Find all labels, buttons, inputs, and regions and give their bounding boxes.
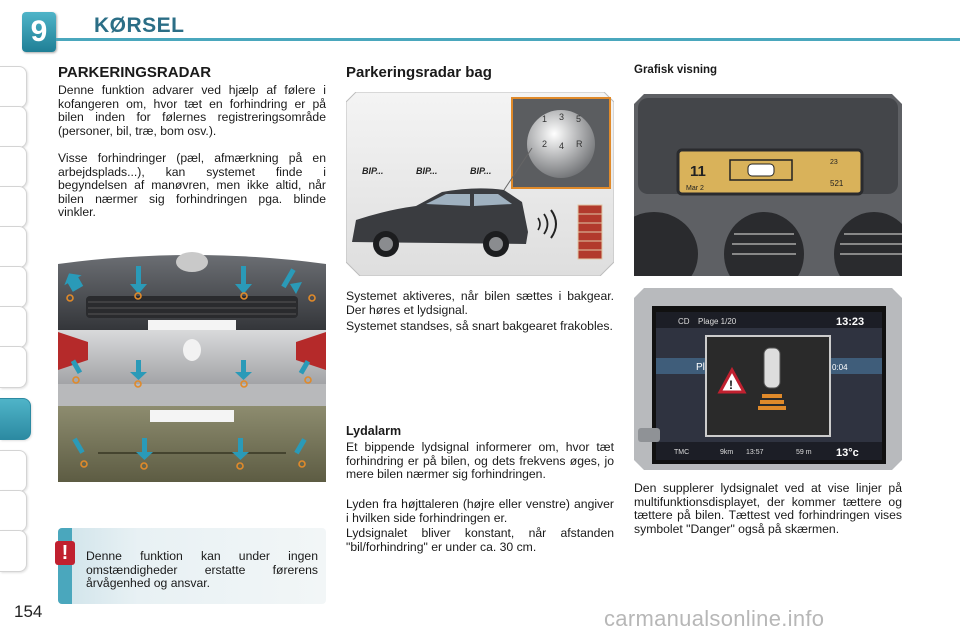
intro-paragraph: Denne funktion advarer ved hjælp af følere i kofangeren om, hvor tæt en forhindring er på bilen inden for følernes registreringsområde (personer, bil, træ, bom osv.). bbox=[58, 83, 326, 138]
nav-source: CD bbox=[678, 317, 690, 326]
chapter-title: KØRSEL bbox=[94, 14, 185, 37]
chapter-tab[interactable] bbox=[0, 490, 27, 532]
nav-clock: 13:23 bbox=[836, 316, 865, 328]
nav-tmc: TMC bbox=[674, 449, 690, 456]
nav-dist-km: 9km bbox=[720, 449, 734, 456]
warning-icon: ! bbox=[55, 541, 75, 565]
section-heading-rear-radar: Parkeringsradar bag bbox=[346, 64, 492, 81]
svg-text:!: ! bbox=[729, 378, 733, 392]
nav-eta: 13:57 bbox=[746, 449, 764, 456]
svg-text:3: 3 bbox=[559, 112, 565, 122]
beep-label-3: BIP... bbox=[470, 166, 492, 176]
speaker-side-paragraph: Lyden fra højttaleren (højre eller venstre) angiver i hvilken side forhindringen er. bbox=[346, 497, 614, 525]
beep-label-1: BIP... bbox=[362, 166, 384, 176]
display-distance: 521 bbox=[830, 179, 844, 188]
svg-text:Pl: Pl bbox=[696, 362, 705, 373]
chapter-tab[interactable] bbox=[0, 346, 27, 388]
nav-time-partial: 0:04 bbox=[832, 363, 848, 372]
constant-signal-paragraph: Lydsignalet bliver konstant, når afstanden "bil/forhindring" er under ca. 30 cm. bbox=[346, 526, 614, 554]
warning-text: Denne funktion kan under ingen omstændigheder erstatte førerens årvågenhed og ansvar. bbox=[86, 549, 318, 590]
nav-dist-m: 59 m bbox=[796, 449, 812, 456]
nav-track: Plage 1/20 bbox=[698, 317, 737, 326]
rear-radar-illustration bbox=[346, 92, 614, 276]
display-date: Mar 2 bbox=[686, 185, 704, 192]
page-number: 154 bbox=[14, 602, 43, 621]
display-temp: 23 bbox=[830, 159, 838, 166]
chapter-tab[interactable] bbox=[0, 450, 27, 492]
chapter-tab-active[interactable] bbox=[0, 398, 31, 440]
svg-text:5: 5 bbox=[576, 114, 582, 124]
nav-outside-temp: 13°c bbox=[836, 447, 859, 459]
svg-text:R: R bbox=[576, 139, 583, 149]
bumper-sensors-illustration bbox=[58, 252, 326, 482]
sound-alarm-paragraph: Et bippende lydsignal informerer om, hvor tæt forhindring er på bilen, og dets frekvens øges, jo mere bilen nærmer sig forhindringen. bbox=[346, 440, 614, 481]
svg-text:1: 1 bbox=[542, 114, 548, 124]
beep-label-2: BIP... bbox=[416, 166, 438, 176]
chapter-tab[interactable] bbox=[0, 266, 27, 308]
warning-accent-bar bbox=[58, 528, 72, 604]
dashboard-display-photo bbox=[634, 94, 902, 276]
rear-deactivation-paragraph: Systemet standses, så snart bakgearet frakobles. bbox=[346, 319, 613, 333]
section-heading-graphic-display: Grafisk visning bbox=[634, 64, 718, 76]
chapter-number-badge: 9 bbox=[22, 12, 56, 52]
chapter-tab[interactable] bbox=[0, 186, 27, 228]
rear-activation-paragraph: Systemet aktiveres, når bilen sættes i bakgear. Der høres et lydsignal. bbox=[346, 289, 614, 317]
chapter-tab[interactable] bbox=[0, 106, 27, 148]
chapter-tab[interactable] bbox=[0, 146, 27, 188]
display-day: 11 bbox=[690, 163, 706, 180]
watermark: carmanualsonline.info bbox=[604, 606, 825, 631]
svg-text:2: 2 bbox=[542, 139, 548, 149]
section-heading-parking-radar: PARKERINGSRADAR bbox=[58, 64, 212, 81]
chapter-tabs bbox=[0, 66, 32, 586]
navigation-display-photo bbox=[634, 288, 902, 470]
graphic-display-paragraph: Den supplerer lydsignalet ved at vise linjer på multifunktionsdisplayet, der kommer tættere og tættere på bilen. Tættest ved forhindringen vises symbolet "Danger" også på skærmen. bbox=[634, 481, 902, 536]
header-rule bbox=[56, 38, 960, 41]
chapter-tab[interactable] bbox=[0, 530, 27, 572]
section-heading-sound-alarm: Lydalarm bbox=[346, 424, 402, 438]
chapter-tab[interactable] bbox=[0, 66, 27, 108]
svg-text:4: 4 bbox=[559, 141, 565, 151]
chapter-tab[interactable] bbox=[0, 226, 27, 268]
limitations-paragraph: Visse forhindringer (pæl, afmærkning på en arbejdsplads...), kan systemet finde i begyndelsen af manøvren, men ikke altid, når bilen nærmer sig forhindringen pga. blinde vinkler. bbox=[58, 151, 326, 219]
chapter-tab[interactable] bbox=[0, 306, 27, 348]
